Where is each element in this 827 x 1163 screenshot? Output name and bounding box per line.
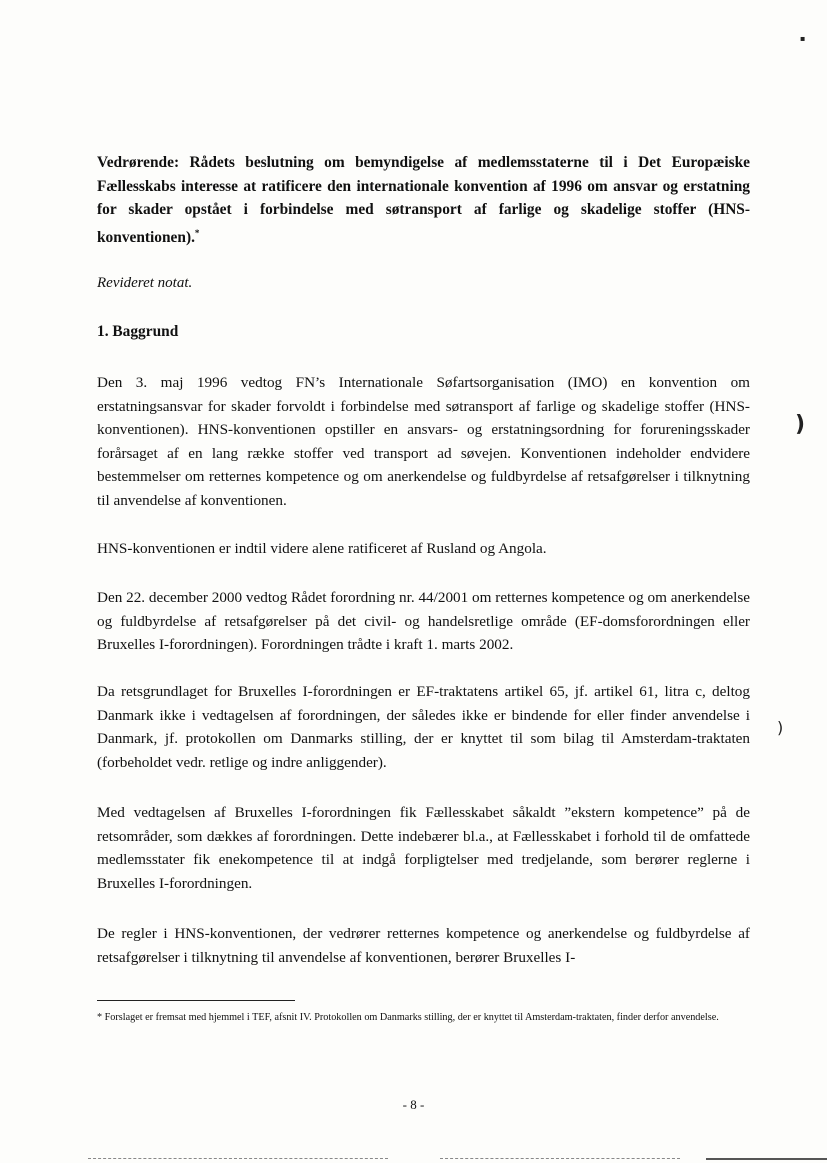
scan-speck-mark: ▪ [800, 34, 806, 43]
paragraph-6: De regler i HNS-konventionen, der vedrører retternes kompetence og anerkendelse og fuldbyrdelse af retsafgørelser i tilknytning til anvendelse af konventionen, berører Bruxelles I- [97, 925, 750, 966]
footnote: * Forslaget er fremsat med hjemmel i TEF, afsnit IV. Protokollen om Danmarks stilling, der er knyttet til Amsterdam-traktaten, finder derfor anvendelse. [97, 1012, 719, 1023]
title-footnote-mark: * [194, 227, 200, 238]
paragraph-1: Den 3. maj 1996 vedtog FN’s Internationale Søfartsorganisation (IMO) en konvention om erstatningsansvar for skader forvoldt i forbindelse med søtransport af farlige og skadelige stoffer (HNS-konventionen). HNS-konventionen opstiller en ansvars- og erstatningsordning for forureningsskader forårsaget af en lang række stoffer ved transport ad søvejen. Konventionen indeholder endvidere bestemmelser om retternes kompetence og om anerkendelse og fuldbyrdelse af retsafgørelser i tilknytning til anvendelse af konventionen. [97, 374, 750, 509]
paragraph-4: Da retsgrundlaget for Bruxelles I-forordningen er EF-traktatens artikel 65, jf. artikel 61, litra c, deltog Danmark ikke i vedtagelsen af forordningen, der således ikke er bindende for eller finder anvendelse i Danmark, jf. protokollen om Danmarks stilling, der er knyttet til som bilag til Amsterdam-traktaten (forbeholdet vedr. retlige og indre anliggender). [97, 683, 750, 771]
scan-edge-line [440, 1158, 680, 1159]
scan-edge-line [706, 1158, 827, 1160]
paragraph-2: HNS-konventionen er indtil videre alene ratificeret af Rusland og Angola. [97, 540, 547, 557]
document-subtitle: Revideret notat. [97, 275, 193, 291]
document-title [97, 151, 750, 249]
scan-edge-line [88, 1158, 388, 1159]
section-heading: 1. Baggrund [97, 323, 179, 340]
paragraph-3: Den 22. december 2000 vedtog Rådet forordning nr. 44/2001 om retternes kompetence og om anerkendelse og fuldbyrdelse af retsafgørelser på det civil- og handelsretlige område (EF-domsforordningen eller Bruxelles I-forordningen). Forordningen trådte i kraft 1. marts 2002. [97, 589, 750, 653]
scan-bracket-mark-small: ) [777, 718, 784, 737]
document-title-text: Vedrørende: Rådets beslutning om bemyndigelse af medlemsstaterne til i Det Europæiske Fællesskabs interesse at ratificere den internationale konvention af 1996 om ansvar og erstatning for skader opstået i forbindelse med søtransport af farlige og skadelige stoffer (HNS-konventionen). [97, 154, 750, 246]
page-number: - 8 - [402, 1097, 425, 1112]
paragraph-5: Med vedtagelsen af Bruxelles I-forordningen fik Fællesskabet såkaldt ”ekstern kompetence” på de retsområder, som dækkes af forordningen. Dette indebærer bl.a., at Fællesskabet i forhold til de omfattede medlemsstater fik enekompetence til at indgå forpligtelser med tredjelande, som berører reglerne i Bruxelles I-forordningen. [97, 804, 750, 892]
scan-bracket-mark: ) [795, 412, 806, 437]
footnote-divider [97, 1000, 295, 1001]
